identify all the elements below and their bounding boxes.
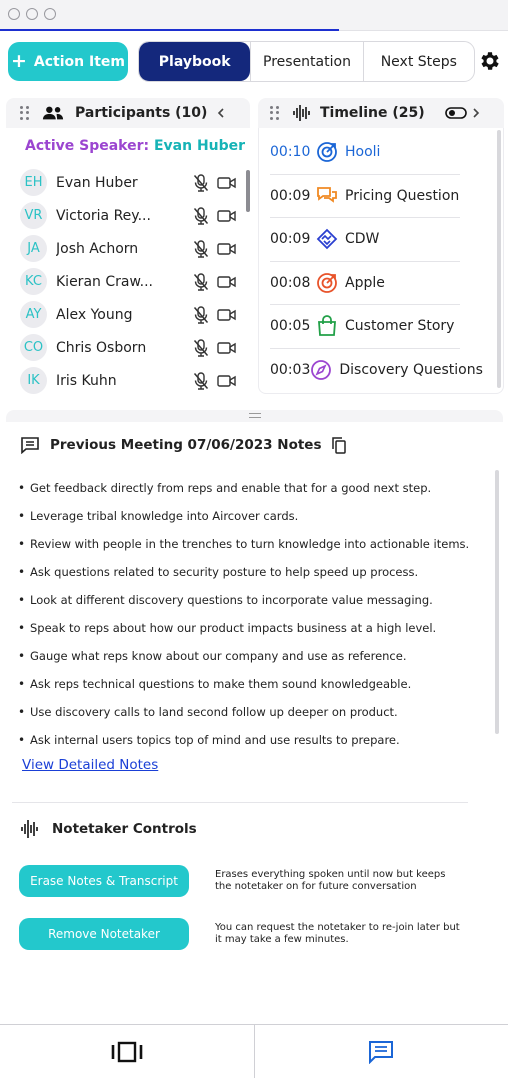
video-camera-icon[interactable] — [217, 275, 237, 289]
timeline-label: CDW — [345, 231, 380, 248]
list-item: • Ask questions related to security posture to help speed up process. — [18, 565, 419, 579]
shopping-bag-icon — [316, 315, 338, 337]
handshake-icon — [316, 228, 338, 250]
video-camera-icon[interactable] — [217, 176, 237, 190]
timeline-label: Hooli — [345, 144, 381, 161]
timeline-time: 00:09 — [270, 187, 311, 204]
video-camera-icon[interactable] — [217, 341, 237, 355]
timeline-time: 00:10 — [270, 144, 311, 161]
notetaker-header — [20, 819, 197, 839]
remove-description: You can request the notetaker to re-join later but it may take a few minutes. — [215, 922, 460, 945]
participant-name: Evan Huber — [56, 174, 138, 191]
active-speaker-label: Active Speaker: — [25, 138, 150, 154]
list-item: • Review with people in the trenches to turn knowledge into actionable items. — [18, 537, 470, 551]
avatar: EH — [20, 169, 47, 196]
timeline-header — [258, 98, 504, 128]
target-icon — [316, 141, 338, 163]
avatar: CO — [20, 334, 47, 361]
tab-presentation[interactable]: Presentation — [250, 42, 362, 81]
mic-muted-icon[interactable] — [193, 240, 209, 258]
compass-icon — [310, 359, 332, 381]
carousel-view-button[interactable] — [0, 1025, 254, 1078]
plus-icon: + — [11, 50, 27, 72]
tab-next-steps[interactable]: Next Steps — [363, 42, 474, 81]
window-minimize-control[interactable] — [26, 8, 38, 20]
divider — [12, 802, 468, 803]
avatar: JA — [20, 235, 47, 262]
call-progress-bar — [0, 29, 339, 31]
participant-name: Victoria Rey... — [56, 207, 151, 224]
avatar: KC — [20, 268, 47, 295]
mic-muted-icon[interactable] — [193, 306, 209, 324]
notes-title: Previous Meeting 07/06/2023 Notes — [50, 437, 322, 453]
notetaker-title: Notetaker Controls — [52, 821, 197, 837]
drag-handle-icon[interactable] — [270, 106, 280, 120]
avatar: IK — [20, 367, 47, 394]
participant-row[interactable] — [20, 199, 242, 232]
notes-list — [18, 474, 488, 754]
avatar: AY — [20, 301, 47, 328]
list-item: • Gauge what reps know about our company and use as reference. — [18, 649, 407, 663]
list-item: • Ask reps technical questions to make them sound knowledgeable. — [18, 677, 412, 691]
panel-resize-handle[interactable] — [6, 410, 503, 422]
mic-muted-icon[interactable] — [193, 273, 209, 291]
audio-waveform-icon — [292, 104, 312, 122]
list-item: • Speak to reps about how our product impacts business at a high level. — [18, 621, 437, 635]
tab-playbook[interactable]: Playbook — [139, 42, 250, 81]
video-camera-icon[interactable] — [217, 374, 237, 388]
action-item-label: Action Item — [33, 53, 125, 70]
target-icon — [316, 272, 338, 294]
timeline-item[interactable] — [270, 131, 460, 175]
timeline-label: Apple — [345, 274, 385, 291]
list-item: • Use discovery calls to land second follow up deeper on product. — [18, 705, 398, 719]
bottom-nav — [0, 1024, 508, 1078]
participant-row[interactable] — [20, 298, 242, 331]
timeline-time: 00:03 — [270, 362, 311, 379]
list-item: • Ask internal users topics top of mind and use results to prepare. — [18, 733, 400, 747]
timeline-scrollbar[interactable] — [497, 130, 501, 388]
window-close-control[interactable] — [8, 8, 20, 20]
participant-row[interactable] — [20, 232, 242, 265]
window-titlebar — [0, 0, 508, 31]
toggle-switch-icon[interactable] — [445, 107, 467, 119]
participant-row[interactable] — [20, 331, 242, 364]
notes-view-button[interactable] — [254, 1025, 508, 1078]
participant-row[interactable] — [20, 265, 242, 298]
notes-header — [20, 436, 346, 454]
mic-muted-icon[interactable] — [193, 207, 209, 225]
copy-icon[interactable] — [332, 437, 346, 454]
active-speaker-name: Evan Huber — [153, 138, 246, 154]
list-item: • Look at different discovery questions to incorporate value messaging. — [18, 593, 433, 607]
participants-list — [20, 166, 242, 397]
active-speaker — [25, 138, 245, 154]
erase-notes-button[interactable]: Erase Notes & Transcript — [19, 865, 189, 897]
timeline-time: 00:09 — [270, 231, 311, 248]
participant-name: Kieran Craw... — [56, 273, 153, 290]
participant-name: Iris Kuhn — [56, 372, 117, 389]
timeline-item[interactable] — [270, 305, 460, 349]
timeline-item[interactable] — [270, 262, 460, 306]
mic-muted-icon[interactable] — [193, 339, 209, 357]
participants-scrollbar[interactable] — [246, 170, 250, 212]
drag-handle-icon[interactable] — [20, 106, 30, 120]
gear-icon[interactable] — [478, 49, 502, 73]
participant-row[interactable] — [20, 166, 242, 199]
erase-description: Erases everything spoken until now but keeps the notetaker on for future conversation — [215, 869, 446, 892]
chevron-left-icon[interactable] — [217, 108, 225, 118]
people-icon — [42, 105, 64, 121]
timeline-item[interactable] — [270, 218, 460, 262]
mic-muted-icon[interactable] — [193, 372, 209, 390]
notes-icon — [368, 1040, 394, 1064]
participants-header — [6, 98, 250, 128]
video-camera-icon[interactable] — [217, 308, 237, 322]
main-tabs — [138, 41, 475, 82]
video-camera-icon[interactable] — [217, 242, 237, 256]
timeline-time: 00:05 — [270, 318, 311, 335]
participant-name: Chris Osborn — [56, 339, 147, 356]
avatar: VR — [20, 202, 47, 229]
participant-name: Alex Young — [56, 306, 133, 323]
participants-title: Participants (10) — [75, 105, 208, 121]
timeline-label: Pricing Question — [345, 187, 460, 204]
timeline-list — [270, 131, 483, 392]
timeline-title: Timeline (25) — [320, 105, 425, 121]
carousel-icon — [110, 1041, 144, 1063]
timeline-time: 00:08 — [270, 274, 311, 291]
notes-icon — [20, 436, 40, 454]
view-detailed-notes-link[interactable]: View Detailed Notes — [22, 757, 159, 773]
list-item: • Leverage tribal knowledge into Aircover cards. — [18, 509, 299, 523]
timeline-item[interactable] — [270, 349, 483, 393]
video-camera-icon[interactable] — [217, 209, 237, 223]
list-item: • Get feedback directly from reps and enable that for a good next step. — [18, 481, 432, 495]
audio-waveform-icon — [20, 819, 40, 839]
chat-bubbles-icon — [316, 185, 338, 207]
add-action-item-button[interactable] — [8, 42, 128, 81]
notes-scrollbar[interactable] — [495, 470, 499, 734]
chevron-right-icon[interactable] — [472, 108, 480, 118]
timeline-label: Discovery Questions — [339, 362, 483, 379]
window-maximize-control[interactable] — [44, 8, 56, 20]
participant-row[interactable] — [20, 364, 242, 397]
mic-muted-icon[interactable] — [193, 174, 209, 192]
remove-notetaker-button[interactable]: Remove Notetaker — [19, 918, 189, 950]
timeline-item[interactable] — [270, 175, 460, 219]
participant-name: Josh Achorn — [56, 240, 139, 257]
timeline-label: Customer Story — [345, 318, 455, 335]
